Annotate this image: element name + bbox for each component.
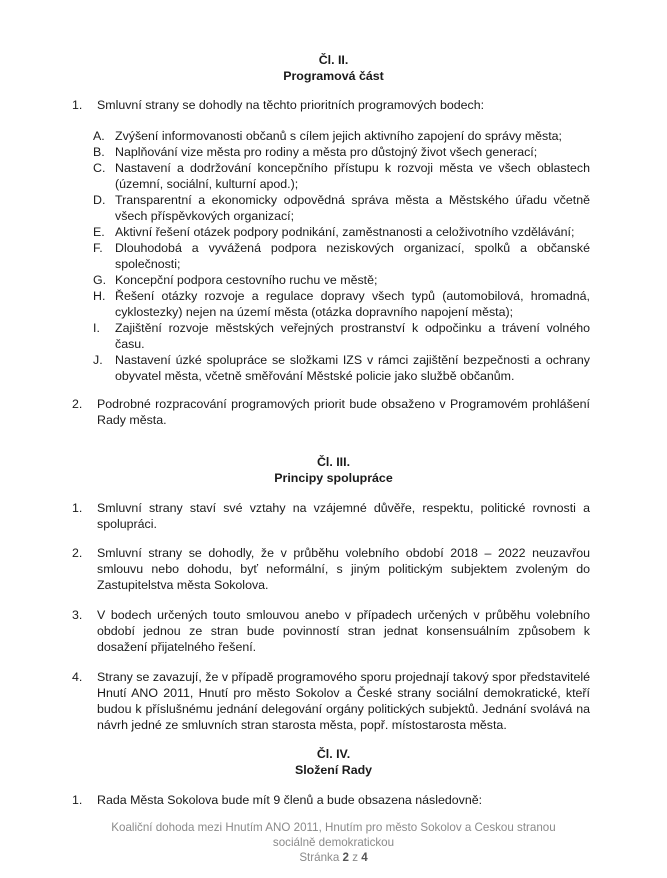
page-separator: z — [348, 851, 362, 864]
section-title: Programová část — [283, 69, 384, 83]
item-text: Smluvní strany se dohodly na těchto prioritních programových bodech: — [97, 98, 485, 112]
footer-line-2: sociálně demokratickou — [272, 836, 395, 849]
item-number: 1. — [72, 793, 83, 807]
item-number: 1. — [72, 501, 83, 515]
item-text: Smluvní strany se dohodly, že v průběhu volebního období 2018 – 2022 neuzavřou smlouvu nebo dohodu, byť neformální, s jiným politickým subjektem zvoleným do Zastupitelstva města Sokolova. — [97, 546, 590, 592]
item-text: Smluvní strany staví své vztahy na vzájemné důvěře, respektu, politické rovnosti a spolupráci. — [97, 501, 590, 531]
sub-letter: E. — [93, 225, 105, 239]
item-text: Podrobné rozpracování programových priorit bude obsaženo v Programovém prohlášení Rady města. — [97, 397, 590, 427]
sub-text: Koncepční podpora cestovního ruchu ve městě; — [115, 273, 378, 287]
sub-text: Transparentní a ekonomicky odpovědná správa města a Městského úřadu včetně všech příspěvkových organizací; — [115, 193, 590, 223]
item-text: Strany se zavazují, že v případě programového sporu projednají takový spor představitelé Hnutí ANO 2011, Hnutí pro město Sokolov a České strany sociální demokratické, kteří budou k příslušnému jednání delegování orgány politických subjektů. Jednání svolává na návrh jedné ze smluvních stran starosta města, popř. místostarosta města. — [97, 670, 590, 732]
page-current: 2 — [342, 851, 349, 864]
sub-letter: F. — [93, 241, 103, 255]
sub-letter: A. — [93, 129, 105, 143]
sub-text: Nastavení úzké spolupráce se složkami IZS v rámci zajištění bezpečnosti a ochrany obyvatel města, včetně směřování Městské policie jako službě občanům. — [115, 353, 590, 383]
sub-text: Naplňování vize města pro rodiny a města pro důstojný život všech generací; — [115, 145, 538, 159]
sub-letter: H. — [93, 289, 106, 303]
sub-text: Dlouhodobá a vyvážená podpora neziskových organizací, spolků a občanské společnosti; — [115, 241, 590, 271]
sub-letter: C. — [93, 161, 106, 175]
item-number: 2. — [72, 546, 83, 560]
page-indicator — [60, 850, 607, 865]
footer-line-1: Koaliční dohoda mezi Hnutím ANO 2011, Hnutím pro město Sokolov a Ceskou stranou — [111, 821, 556, 834]
item-text: V bodech určených touto smlouvou anebo v případech určených v průběhu volebního období jednou ze stran bude povinností stran jednat konsensuálním způsobem k dosažení přijatelného řešení. — [97, 608, 590, 654]
item-number: 4. — [72, 670, 83, 684]
sub-text: Zvýšení informovanosti občanů s cílem jejich aktivního zapojení do správy města; — [115, 129, 562, 143]
sub-text: Nastavení a dodržování koncepčního přístupu k rozvoji města ve všech oblastech (územní, sociální, kulturní apod.); — [115, 161, 590, 191]
sub-text: Řešení otázky rozvoje a regulace dopravy všech typů (automobilová, hromadná, cyklostezky) nejen na území města (otázka dopravního napojení města); — [115, 289, 590, 319]
sub-letter: D. — [93, 193, 106, 207]
section-number: Čl. III. — [316, 455, 351, 469]
section-title: Složení Rady — [294, 763, 373, 777]
sub-text: Zajištění rozvoje městských veřejných prostranství k odpočinku a trávení volného času. — [115, 321, 590, 351]
page-total: 4 — [361, 851, 368, 864]
page-prefix: Stránka — [299, 851, 343, 864]
item-number: 1. — [72, 98, 83, 112]
section-title: Principy spolupráce — [274, 471, 393, 485]
sub-letter: I. — [93, 321, 100, 335]
sub-text: Aktivní řešení otázek podpory podnikání, zaměstnanosti a celoživotního vzdělávání; — [115, 225, 575, 239]
sub-letter: J. — [93, 353, 103, 367]
sub-letter: G. — [93, 273, 107, 287]
page-footer — [60, 820, 607, 865]
item-number: 3. — [72, 608, 83, 622]
section-number: Čl. IV. — [316, 747, 351, 761]
section-number: Čl. II. — [318, 53, 349, 67]
item-number: 2. — [72, 397, 83, 411]
item-text: Rada Města Sokolova bude mít 9 členů a bude obsazena následovně: — [97, 793, 483, 807]
sub-letter: B. — [93, 145, 105, 159]
